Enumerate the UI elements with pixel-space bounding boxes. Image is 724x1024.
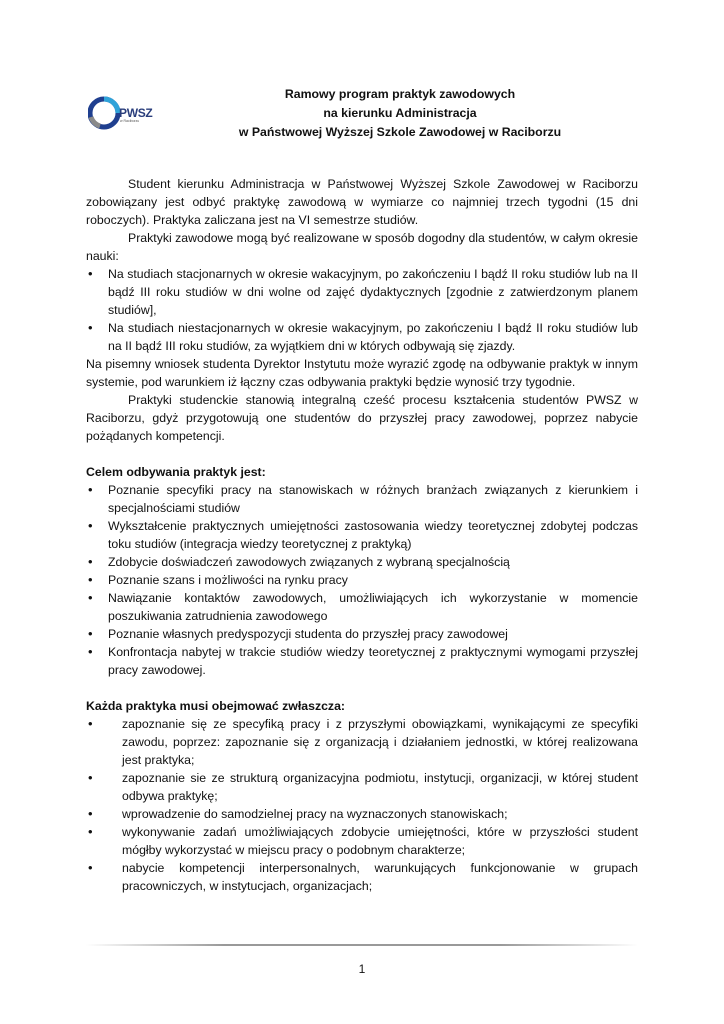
pwsz-emblem-icon [88, 96, 120, 130]
list-item: • zapoznanie się ze specyfiką pracy i z przyszłymi obowiązkami, wynikającymi ze specyfiki zawodu, poprzez: zapoznanie się z organizacją i działaniem jednostki, w której realizowana jest praktyka; [86, 715, 638, 769]
list-item: • Wykształcenie praktycznych umiejętności zastosowania wiedzy teoretycznej zdobytej podczas toku studiów (integracja wiedzy teoretycznej z praktyką) [86, 517, 638, 553]
list-item: • zapoznanie sie ze strukturą organizacyjna podmiotu, instytucji, organizacji, w której student odbywa praktykę; [86, 769, 638, 805]
list-item: • wprowadzenie do samodzielnej pracy na wyznaczonych stanowiskach; [86, 805, 638, 823]
intro-paragraph-2: Praktyki zawodowe mogą być realizowane w sposób dogodny dla studentów, w całym okresie nauki: [86, 231, 638, 263]
list-item: • Konfrontacja nabytej w trakcie studiów wiedzy teoretycznej z praktycznymi wymogami przyszłej pracy zawodowej. [86, 643, 638, 679]
requirements-heading: Każda praktyka musi obejmować zwłaszcza: [86, 699, 346, 713]
list-item: • Zdobycie doświadczeń zawodowych związanych z wybraną specjalnością [86, 553, 638, 571]
goals-heading: Celem odbywania praktyk jest: [86, 465, 266, 479]
list-item: • Nawiązanie kontaktów zawodowych, umożliwiających ich wykorzystanie w momencie poszukiwania zatrudnienia zawodowego [86, 589, 638, 625]
study-mode-list [86, 265, 638, 355]
intro-paragraph-4: Praktyki studenckie stanowią integralną cześć procesu kształcenia studentów PWSZ w Raciborzu, gdyż przygotowują one studentów do przyszłej pracy zawodowej, poprzez nabycie pożądanych kompetencji. [86, 393, 638, 443]
title-line-3: w Państwowej Wyższej Szkole Zawodowej w Raciborzu [238, 125, 562, 139]
page-number: 1 [358, 962, 366, 976]
logo-text: PWSZ [119, 106, 153, 120]
requirements-list [86, 715, 638, 895]
list-item: • Na studiach stacjonarnych w okresie wakacyjnym, po zakończeniu I bądź II roku studiów lub na II bądź III roku studiów w dni wolne od zajęć dydaktycznych [zgodnie z zatwierdzonym planem studiów], [86, 265, 638, 319]
list-item: • Poznanie szans i możliwości na rynku pracy [86, 571, 638, 589]
list-item: • Na studiach niestacjonarnych w okresie wakacyjnym, po zakończeniu I bądź II roku studiów lub na II bądź III roku studiów, za wyjątkiem dni w których odbywają się zjazdy. [86, 319, 638, 355]
intro-paragraph-3: Na pisemny wniosek studenta Dyrektor Instytutu może wyrazić zgodę na odbywanie praktyk w innym systemie, pod warunkiem iż łączny czas odbywania praktyki będzie wynosić trzy tygodnie. [86, 357, 638, 389]
list-item: • nabycie kompetencji interpersonalnych, warunkujących funkcjonowanie w grupach pracowniczych, w instytucjach, organizacjach; [86, 859, 638, 895]
title-line-1: Ramowy program praktyk zawodowych [284, 87, 516, 101]
pwsz-logo [88, 96, 154, 130]
document-body [86, 175, 638, 895]
intro-paragraph-1: Student kierunku Administracja w Państwowej Wyższej Szkole Zawodowej w Raciborzu zobowiązany jest odbyć praktykę zawodową w wymiarze co najmniej trzech tygodni (15 dni roboczych). Praktyka zaliczana jest na VI semestrze studiów. [86, 177, 638, 227]
goals-list [86, 481, 638, 679]
list-item: • Poznanie specyfiki pracy na stanowiskach w różnych branżach związanych z kierunkiem i specjalnościami studiów [86, 481, 638, 517]
list-item: • Poznanie własnych predyspozycji studenta do przyszłej pracy zawodowej [86, 625, 638, 643]
footer-divider [86, 944, 638, 946]
document-title [150, 85, 650, 142]
logo-subtext: w Raciborzu [120, 119, 140, 123]
title-line-2: na kierunku Administracja [323, 106, 477, 120]
list-item: • wykonywanie zadań umożliwiających zdobycie umiejętności, które w przyszłości student mógłby wykorzystać w miejscu pracy o podobnym charakterze; [86, 823, 638, 859]
